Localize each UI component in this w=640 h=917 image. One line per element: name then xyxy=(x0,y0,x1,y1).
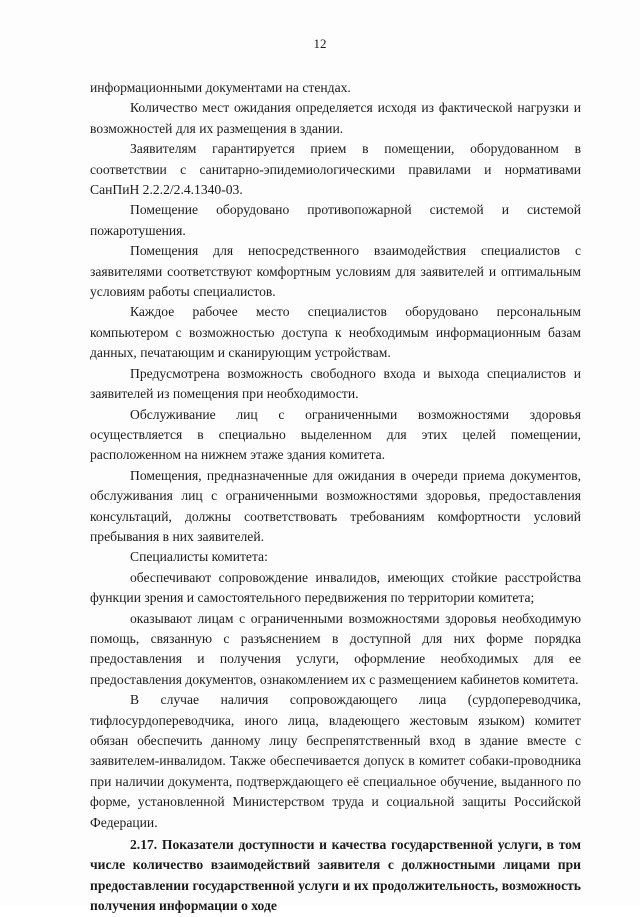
paragraph-comfort-requirements: Помещения, предназначенные для ожидания в очереди приема документов, обслуживания лиц с ограниченными возможностями здоровья, предоставления консультаций, должны соответствовать требованиям комфортности условий пребывания в них заявителей. xyxy=(90,467,581,544)
paragraph-interaction-rooms: Помещения для непосредственного взаимодействия специалистов с заявителями соответствуют комфортным условиям для заявителей и оптимальным условиям работы специалистов. xyxy=(90,243,581,300)
paragraph-exit: Предусмотрена возможность свободного входа и выхода специалистов и заявителей из помещения при необходимости. xyxy=(90,365,581,402)
paragraph-reception-room: Заявителям гарантируется прием в помещении, оборудованном в соответствии с санитарно-эпидемиологическими правилами и нормативами СанПиН 2.2.2/2.4.1340-03. xyxy=(90,141,581,198)
paragraph-assistance: оказывают лицам с ограниченными возможностями здоровья необходимую помощь, связанную с разъяснением в доступной для них форме порядка предоставления и получения услуги, оформление необходимых для ее предоставления документов, ознакомлением их с размещением кабинетов комитета. xyxy=(90,610,581,687)
paragraph-fire-system: Помещение оборудовано противопожарной системой и системой пожаротушения. xyxy=(90,202,581,238)
page-number: 12 xyxy=(313,36,327,51)
paragraph-continuation: информационными документами на стендах. xyxy=(90,80,351,95)
paragraph-escort: обеспечивают сопровождение инвалидов, имеющих стойкие расстройства функции зрения и самостоятельного передвижения по территории комитета; xyxy=(90,569,581,606)
paragraph-specialists: Специалисты комитета: xyxy=(130,549,268,565)
document-body xyxy=(90,78,581,917)
paragraph-waiting-places: Количество мест ожидания определяется исходя из фактической нагрузки и возможностей для их размещения в здании. xyxy=(90,100,581,136)
paragraph-disabled-service: Обслуживание лиц с ограниченными возможностями здоровья осуществляется в специально выделенном для этих целей помещении, расположенном на нижнем этаже здания комитета. xyxy=(90,406,581,463)
section-heading-2-17: 2.17. Показатели доступности и качества государственной услуги, в том числе количество взаимодействий заявителя с должностными лицами при предоставлении государственной услуги и их продолжительность, возможность получения информации о ходе xyxy=(90,837,581,914)
paragraph-workplace: Каждое рабочее место специалистов оборудовано персональным компьютером с возможностью доступа к необходимым информационным базам данных, печатающим и сканирующим устройствам. xyxy=(90,304,581,361)
paragraph-accompanying-person: В случае наличия сопровождающего лица (сурдопереводчика, тифлосурдопереводчика, иного лица, владеющего жестовым языком) комитет обязан обеспечить данному лицу беспрепятственный вход в здание вместе с заявителем-инвалидом. Также обеспечивается допуск в комитет собаки-проводника при наличии документа, подтверждающего её специальное обучение, выданного по форме, установленной Министерством труда и социальной защиты Российской Федерации. xyxy=(90,692,581,830)
